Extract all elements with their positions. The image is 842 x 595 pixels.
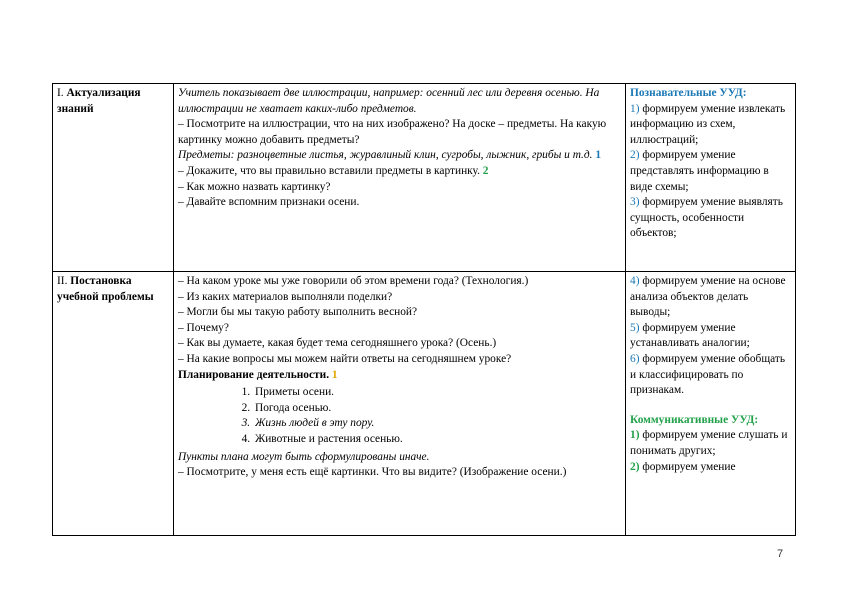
uud-item-number: 5): [630, 321, 640, 334]
uud-item-text: формируем умение выявлять сущность, особенности объектов;: [630, 196, 783, 240]
plan-note: Пункты плана могут быть сформулированы иначе.: [178, 450, 430, 463]
teacher-line: – Посмотрите, у меня есть ещё картинки. Что вы видите? (Изображение осени.): [178, 466, 567, 479]
plan-list: [178, 385, 621, 447]
marker-1: 1: [595, 149, 602, 162]
uud-item-text: формируем умение: [639, 460, 736, 473]
uud-cell: [626, 84, 796, 272]
uud-item: [630, 428, 791, 459]
page-number: 7: [777, 548, 784, 560]
teacher-line: – На какие вопросы мы можем найти ответы на сегодняшнем уроке?: [178, 352, 512, 365]
teacher-line: [178, 164, 621, 180]
uud-item-text: формируем умение на основе анализа объектов делать выводы;: [630, 275, 786, 319]
stage-title: Актуализация знаний: [57, 87, 141, 115]
list-item: 2. Погода осенью.: [253, 401, 621, 417]
list-item: 4. Животные и растения осенью.: [253, 432, 621, 448]
teacher-line-text: Предметы: разноцветные листья, журавлиный клин, сугробы, лыжник, грибы и т.д.: [178, 149, 596, 162]
communicative-uud-heading: Коммуникативные УУД:: [630, 413, 759, 426]
teacher-line: Учитель показывает две иллюстрации, например: осенний лес или деревня осенью. На иллюстрации не хватает каких-либо предметов.: [178, 87, 600, 115]
table-row: [53, 84, 796, 272]
teacher-activity-cell: [174, 272, 626, 536]
teacher-line: [178, 148, 621, 164]
uud-item-number: 6): [630, 352, 640, 365]
uud-item-text: формируем умение устанавливать аналогии;: [630, 321, 750, 350]
spacer: [630, 399, 791, 413]
uud-item-number: 2): [630, 149, 640, 162]
uud-cell: [626, 272, 796, 536]
teacher-line: – Из каких материалов выполняли поделки?: [178, 290, 393, 303]
uud-item-number: 1): [630, 429, 640, 442]
uud-item-number: 3): [630, 196, 640, 209]
table-row: [53, 272, 796, 536]
stage-cell: [53, 84, 174, 272]
stage-number: II.: [57, 275, 71, 287]
teacher-line: – Посмотрите на иллюстрации, что на них изображено? На доске – предметы. На какую картинку можно добавить предметы?: [178, 118, 607, 146]
teacher-line: – Давайте вспомним признаки осени.: [178, 196, 360, 209]
uud-item: [630, 274, 791, 321]
marker-2: 2: [482, 164, 489, 177]
list-item: 3. Жизнь людей в эту пору.: [253, 416, 621, 432]
uud-item-text: формируем умение слушать и понимать других;: [630, 429, 788, 457]
lesson-table: [52, 83, 796, 536]
uud-item-number: 4): [630, 275, 640, 287]
uud-item: [630, 352, 791, 399]
teacher-line: – Как можно назвать картинку?: [178, 180, 331, 193]
uud-item: [630, 321, 791, 352]
planning-heading: [178, 368, 621, 384]
uud-item: [630, 460, 791, 476]
marker-1: 1: [331, 368, 338, 381]
uud-item: [630, 195, 791, 242]
teacher-line: – На каком уроке мы уже говорили об этом времени года? (Технология.): [178, 275, 529, 287]
stage-number: I.: [57, 87, 67, 99]
uud-item-number: 1): [630, 102, 640, 115]
uud-item: [630, 102, 791, 149]
teacher-line: – Как вы думаете, какая будет тема сегодняшнего урока? (Осень.): [178, 337, 497, 350]
uud-item-text: формируем умение обобщать и классифицировать по признакам.: [630, 352, 786, 397]
teacher-line-text: – Докажите, что вы правильно вставили предметы в картинку.: [178, 164, 483, 177]
stage-title: Постановка учебной проблемы: [57, 275, 154, 303]
uud-item-number: 2): [630, 460, 640, 473]
planning-label: Планирование деятельности.: [178, 368, 332, 381]
cognitive-uud-heading: Познавательные УУД:: [630, 87, 747, 99]
teacher-line: – Могли бы мы такую работу выполнить весной?: [178, 306, 418, 319]
list-item: 1. Приметы осени.: [253, 385, 621, 401]
teacher-line: – Почему?: [178, 321, 229, 334]
stage-cell: [53, 272, 174, 536]
uud-item-text: формируем умение извлекать информацию из схем, иллюстраций;: [630, 102, 786, 146]
teacher-activity-cell: [174, 84, 626, 272]
uud-item-text: формируем умение представлять информацию в виде схемы;: [630, 149, 769, 193]
uud-item: [630, 148, 791, 195]
